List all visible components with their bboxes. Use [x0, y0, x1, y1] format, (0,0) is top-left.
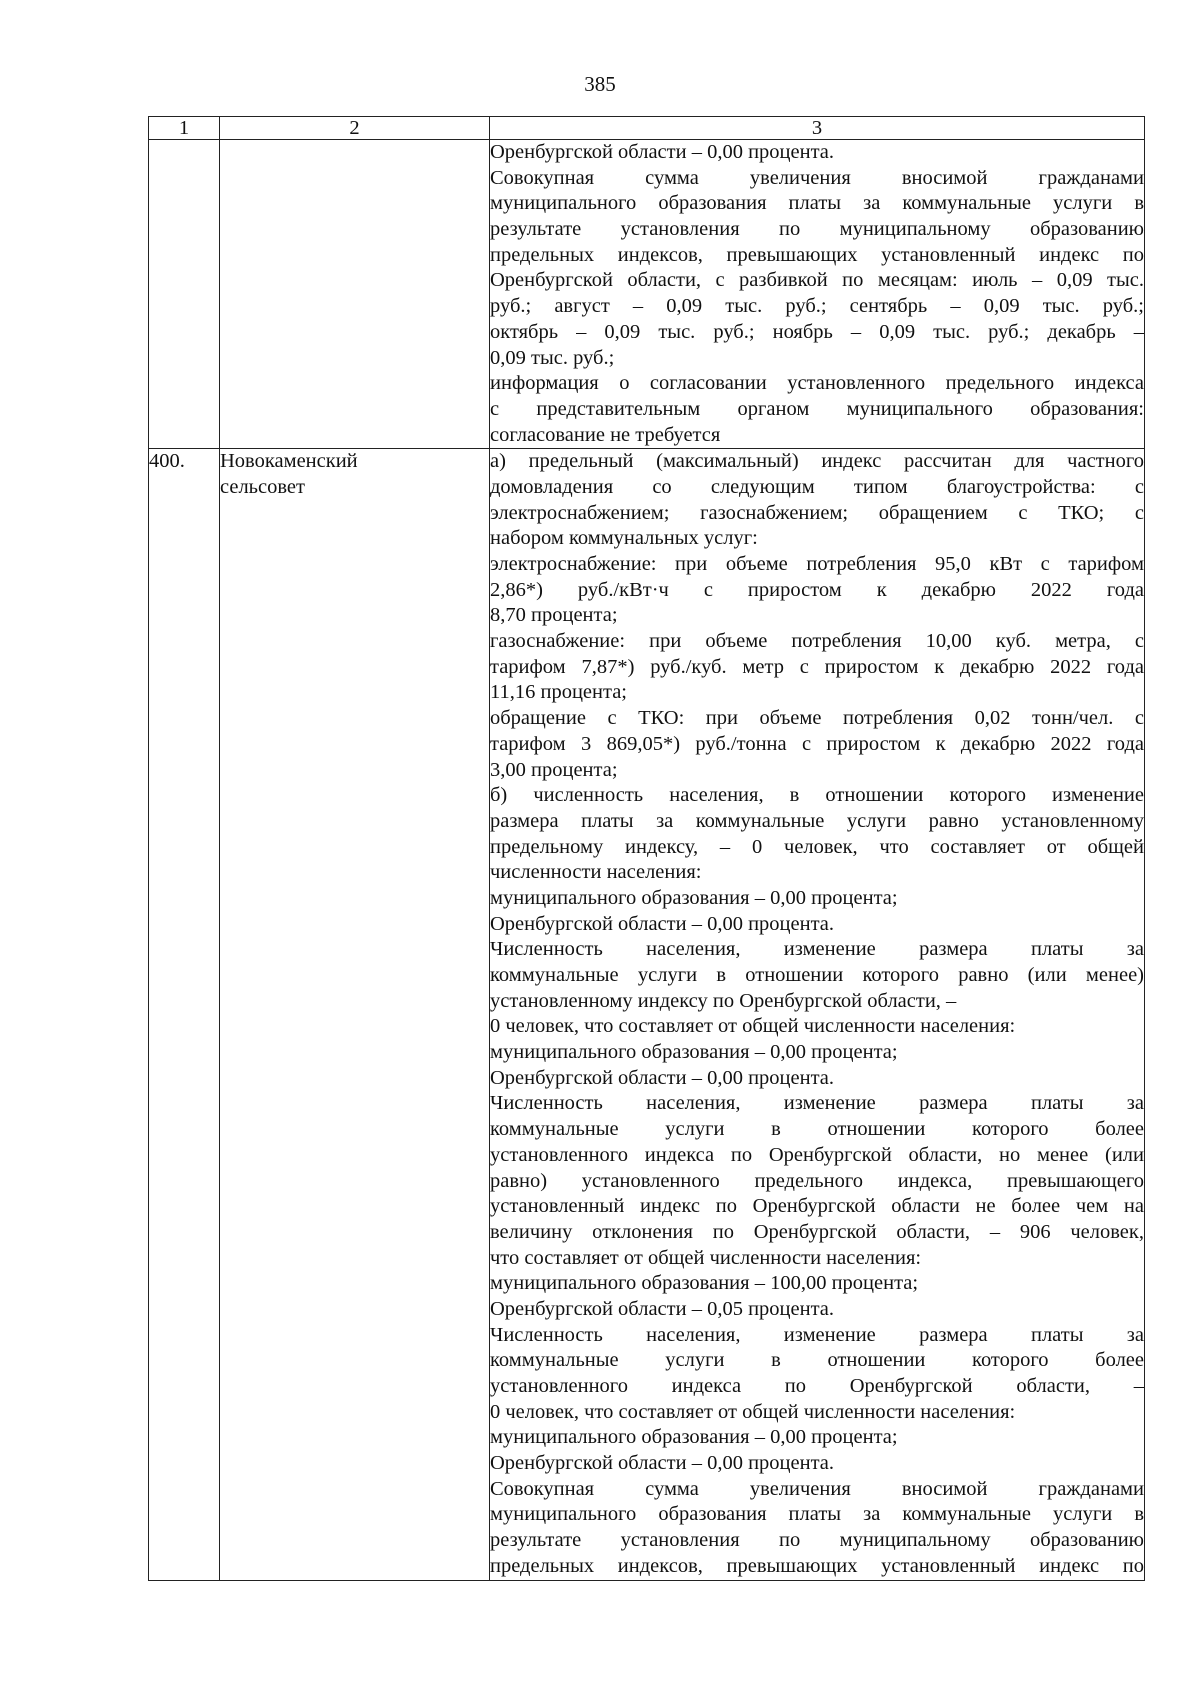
municipality-name-line: сельсовет: [220, 475, 305, 498]
text-line: тарифом 7,87*) руб./куб. метр с приростом к декабрю 2022 года: [490, 655, 1144, 678]
text-line: руб.; август – 0,09 тыс. руб.; сентябрь – 0,09 тыс. руб.;: [490, 295, 1144, 318]
text-line: тарифом 3 869,05*) руб./тонна с приростом к декабрю 2022 года: [490, 732, 1144, 755]
header-cell-1: 1: [149, 117, 220, 140]
text-line: установленного индекса по Оренбургской области, –: [490, 1375, 1144, 1397]
text-line: Оренбургской области – 0,00 процента.: [490, 1066, 835, 1089]
text-line: с представительным органом муниципального образования:: [490, 397, 1144, 420]
text-line: предельных индексов, превышающих установленный индекс по: [490, 243, 1144, 266]
text-line: муниципального образования – 0,00 процента;: [490, 1041, 898, 1064]
text-line: 0 человек, что составляет от общей численности населения:: [490, 1400, 1016, 1423]
row-text-cell: [490, 449, 1145, 1580]
text-line: предельному индексу, – 0 человек, что составляет от общей: [490, 835, 1144, 858]
text-line: набором коммунальных услуг:: [490, 527, 758, 550]
text-line: муниципального образования платы за коммунальные услуги в: [490, 192, 1144, 215]
text-line: 0 человек, что составляет от общей численности населения:: [490, 1015, 1016, 1038]
text-line: коммунальные услуги в отношении которого более: [490, 1118, 1144, 1141]
row-number-cell: [149, 449, 220, 1580]
row-number: 400.: [149, 450, 185, 473]
text-line: муниципального образования платы за коммунальные услуги в: [490, 1503, 1144, 1526]
table-row: [149, 140, 1145, 449]
row-number-cell: [149, 140, 220, 449]
text-line: Оренбургской области – 0,00 процента.: [490, 912, 835, 935]
text-line: Численность населения, изменение размера платы за: [490, 1323, 1144, 1346]
text-line: домовладения со следующим типом благоустройства: с: [490, 475, 1144, 498]
text-line: результате установления по муниципальному образованию: [490, 218, 1144, 241]
text-line: установленному индексу по Оренбургской области, –: [490, 989, 957, 1012]
text-line: Оренбургской области, с разбивкой по месяцам: июль – 0,09 тыс.: [490, 269, 1144, 292]
text-line: 3,00 процента;: [490, 758, 618, 781]
text-line: равно) установленного предельного индекса, превышающего: [490, 1169, 1144, 1192]
table-header-row: [149, 117, 1145, 140]
row-name-cell: [220, 140, 490, 449]
text-line: Численность населения, изменение размера платы за: [490, 938, 1144, 961]
text-line: предельных индексов, превышающих установленный индекс по: [490, 1554, 1144, 1577]
text-line: 11,16 процента;: [490, 681, 628, 704]
row-text-cell: [490, 140, 1145, 449]
text-line: Оренбургской области – 0,00 процента.: [490, 1452, 835, 1475]
text-line: муниципального образования – 0,00 процента;: [490, 886, 898, 909]
text-line: величину отклонения по Оренбургской области, – 906 человек,: [490, 1220, 1144, 1243]
text-line: газоснабжение: при объеме потребления 10,00 куб. метра, с: [490, 630, 1144, 653]
text-line: согласование не требуется: [490, 423, 721, 446]
text-line: Оренбургской области – 0,05 процента.: [490, 1297, 835, 1320]
text-line: что составляет от общей численности населения:: [490, 1246, 922, 1269]
text-line: Численность населения, изменение размера платы за: [490, 1092, 1144, 1115]
text-line: коммунальные услуги в отношении которого равно (или менее): [490, 964, 1144, 986]
text-line: Совокупная сумма увеличения вносимой гражданами: [490, 166, 1144, 189]
text-line: 2,86*) руб./кВт·ч с приростом к декабрю 2022 года: [490, 578, 1144, 601]
header-cell-3: 3: [490, 117, 1145, 140]
text-line: 8,70 процента;: [490, 604, 618, 627]
text-line: а) предельный (максимальный) индекс рассчитан для частного: [490, 450, 1144, 473]
text-line: коммунальные услуги в отношении которого более: [490, 1349, 1144, 1372]
text-line: информация о согласовании установленного предельного индекса: [490, 372, 1144, 395]
text-line: численности населения:: [490, 861, 702, 884]
text-line: октябрь – 0,09 тыс. руб.; ноябрь – 0,09 тыс. руб.; декабрь –: [490, 320, 1144, 343]
text-line: установленный индекс по Оренбургской области не более чем на: [490, 1195, 1144, 1218]
text-line: электроснабжение: при объеме потребления 95,0 кВт с тарифом: [490, 553, 1144, 575]
text-line: Оренбургской области – 0,00 процента.: [490, 141, 835, 163]
table-row: [149, 449, 1145, 1580]
municipality-name-line: Новокаменский: [220, 450, 358, 473]
data-table: [148, 116, 1145, 1581]
text-line: муниципального образования – 0,00 процента;: [490, 1426, 898, 1449]
text-line: б) численность населения, в отношении которого изменение: [490, 784, 1144, 807]
text-line: обращение с ТКО: при объеме потребления 0,02 тонн/чел. с: [490, 707, 1144, 730]
text-line: муниципального образования – 100,00 процента;: [490, 1272, 919, 1295]
text-line: Совокупная сумма увеличения вносимой гражданами: [490, 1477, 1144, 1500]
text-line: установленного индекса по Оренбургской области, но менее (или: [490, 1143, 1144, 1166]
text-line: 0,09 тыс. руб.;: [490, 346, 615, 369]
row-name-cell: [220, 449, 490, 1580]
page-number: 385: [584, 72, 616, 96]
text-line: электроснабжением; газоснабжением; обращением с ТКО; с: [490, 501, 1144, 524]
text-line: результате установления по муниципальному образованию: [490, 1529, 1144, 1552]
text-line: размера платы за коммунальные услуги равно установленному: [490, 809, 1144, 832]
header-cell-2: 2: [220, 117, 490, 140]
